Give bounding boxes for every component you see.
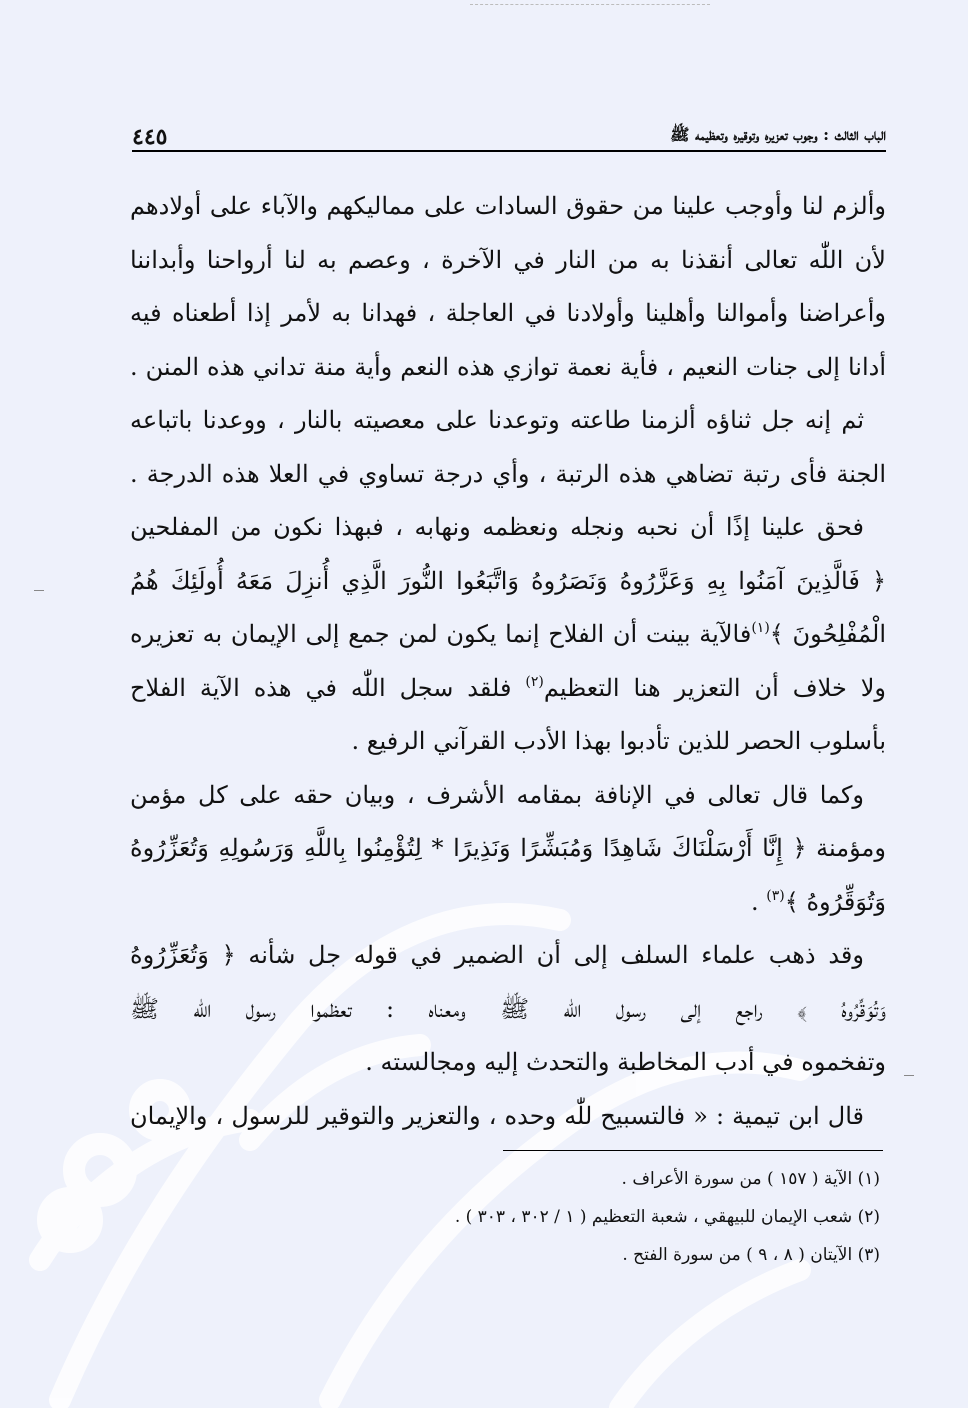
scan-top-edge	[470, 4, 710, 5]
footnote: (٢) شعب الإيمان للبيهقي ، شعبة التعظيم ( ١ / ٣٠٢ ، ٣٠٣ ) .	[454, 1207, 880, 1227]
footnote-separator	[503, 1150, 883, 1151]
text-line: وتفخموه في أدب المخاطبة والتحدث إليه ومجالسته .	[365, 1048, 886, 1076]
text-line: الجنة فأى رتبة تضاهي هذه الرتبة ، وأي درجة تساوي في العلا هذه الدرجة .	[130, 459, 886, 488]
text-line: بأسلوب الحصر للذين تأدبوا بهذا الأدب القرآني الرفيع .	[351, 727, 886, 755]
text-line: وكما قال تعالى في الإنافة بمقامه الأشرف ، وبيان حقه على كل مؤمن	[130, 780, 864, 809]
page-number: ٤٤٥	[132, 124, 168, 150]
footnote: (٣) الآيتان ( ٨ ، ٩ ) من سورة الفتح .	[622, 1245, 880, 1265]
text-line: أدانا إلى جنات النعيم ، فأية نعمة توازي هذه النعم وأية منة تداني هذه المنن .	[130, 352, 886, 381]
text-line: وألزم لنا وأوجب علينا من حقوق السادات على مماليكهم والآباء على أولادهم	[130, 192, 886, 220]
footnote-ref: (٣)	[766, 887, 785, 904]
footnote-ref: (١)	[751, 620, 770, 636]
text-line: ثم إنه جل ثناؤه ألزمنا طاعته وتوعدنا على معصيته بالنار ، ووعدنا باتباعه	[130, 406, 864, 434]
text-line: وَتُوَقِّرُوهُ ﴾ راجع إلى رسول اللّٰه ﷺ ومعناه : تعظموا رسول اللّٰه ﷺ	[130, 994, 886, 1023]
scan-mark	[34, 590, 44, 591]
quran-verse-line: ومؤمنة ﴿ إِنَّا أَرْسَلْنَاكَ شَاهِدًا وَمُبَشِّرًا وَنَذِيرًا * لِتُؤْمِنُوا بِاللَّهِ وَرَسُولِهِ وَتُعَزِّرُوهُ	[130, 834, 886, 862]
text-segment: فلقد سجل اللّٰه في هذه الآية الفلاح	[130, 673, 512, 702]
text-segment: ولا خلاف أن التعزير هنا التعظيم	[543, 673, 886, 702]
text-line: لأن اللّٰه تعالى أنقذنا به من النار في الآخرة ، وعصم به لنا أرواحنا وأبداننا	[130, 245, 886, 274]
quran-verse-end: الْمُفْلِحُونَ ﴾	[769, 620, 887, 648]
quran-verse-line: ﴿ فَالَّذِينَ آمَنُوا بِهِ وَعَزَّرُوهُ وَنَصَرُوهُ وَاتَّبَعُوا النُّورَ الَّذِي أُنزِلَ مَعَهُ أُولَئِكَ هُمُ	[130, 566, 886, 595]
main-text	[130, 180, 886, 1143]
scan-mark	[904, 1075, 914, 1076]
page-header	[132, 118, 886, 152]
running-title: الباب الثالث : وجوب تعزيره وتوقيره وتعظيمه ﷺ	[670, 125, 886, 144]
text-line: فحق علينا إذًا أن نحبه ونجله ونعظمه ونهابه ، فبهذا نكون من المفلحين	[130, 513, 864, 541]
text-line	[130, 608, 886, 662]
text-segment: فالآية بينت أن الفلاح إنما يكون لمن جمع إلى الإيمان به تعزيره	[130, 620, 752, 648]
text-segment: .	[751, 887, 759, 916]
footnote: (١) الآية ( ١٥٧ ) من سورة الأعراف .	[621, 1169, 880, 1189]
footnote-ref: (٢)	[525, 673, 544, 690]
text-line	[130, 876, 886, 930]
text-line: قال ابن تيمية : « فالتسبيح للّٰه وحده ، والتعزير والتوقير للرسول ، والإيمان	[130, 1101, 864, 1130]
text-line: وأعراضنا وأموالنا وأهلينا وأولادنا في العاجلة ، فهدانا به لأمر إذا أطعناه فيه	[130, 299, 886, 327]
footnotes	[130, 1160, 880, 1274]
quran-verse-end: وَتُوَقِّرُوهُ ﴾	[784, 887, 886, 916]
text-line	[130, 662, 886, 716]
text-line: وقد ذهب علماء السلف إلى أن الضمير في قوله جل شأنه ﴿ وَتُعَزِّرُوهُ	[130, 941, 864, 969]
